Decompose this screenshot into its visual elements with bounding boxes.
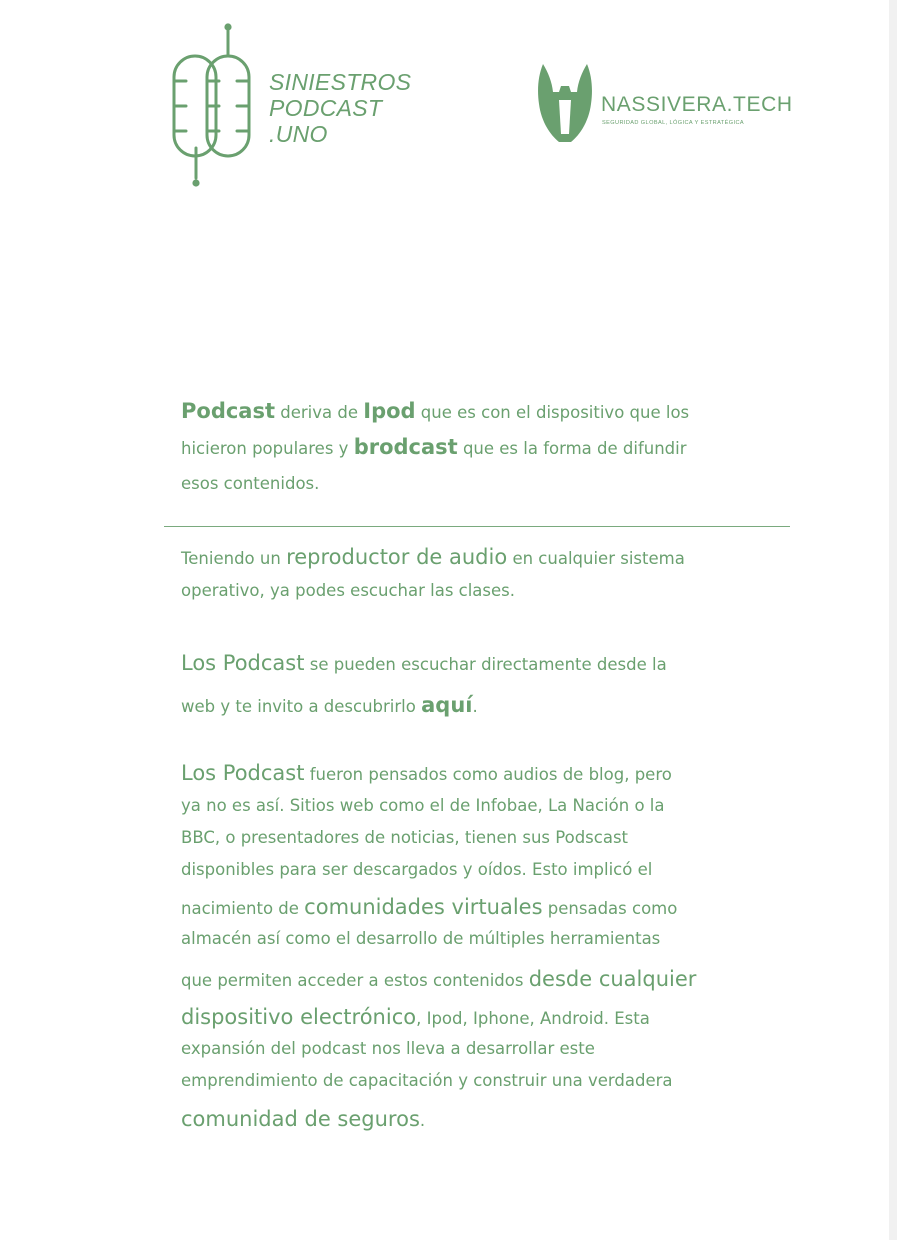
text-line: emprendimiento de capacitación y construir una verdadera <box>181 1071 673 1090</box>
text-line: almacén así como el desarrollo de múltiples herramientas <box>181 929 661 948</box>
keyword-comunidades-virtuales: comunidades virtuales <box>304 895 543 919</box>
keyword-comunidad-de-seguros: comunidad de seguros <box>181 1107 420 1131</box>
text-line: BBC, o presentadores de noticias, tienen sus Podscast <box>181 828 629 847</box>
text-line: comunidad de seguros. <box>181 1107 426 1131</box>
text-line: operativo, ya podes escuchar las clases. <box>181 581 516 600</box>
text-line: disponibles para ser descargados y oídos. Esto implicó el <box>181 860 653 879</box>
web-paragraph <box>181 643 781 727</box>
text-line: Los Podcast fueron pensados como audios de blog, pero <box>181 761 672 785</box>
player-paragraph <box>181 541 781 607</box>
microphone-icon <box>168 20 258 190</box>
text-line: dispositivo electrónico, Ipod, Iphone, Android. Esta <box>181 1005 650 1029</box>
text-line: que permiten acceder a estos contenidos desde cualquier <box>181 967 697 991</box>
text-line: expansión del podcast nos lleva a desarrollar este <box>181 1039 595 1058</box>
text-line: ya no es así. Sitios web como el de Infobae, La Nación o la <box>181 796 665 815</box>
logo-text-line: PODCAST <box>269 95 383 121</box>
keyword-desde-cualquier: desde cualquier <box>528 967 697 991</box>
text-line: nacimiento de comunidades virtuales pensadas como <box>181 895 678 919</box>
aqui-link[interactable]: aquí <box>421 693 473 717</box>
text-line: Podcast deriva de Ipod que es con el dispositivo que los <box>181 399 690 423</box>
nassivera-logo-name: NASSIVERA.TECH <box>601 93 793 116</box>
logo-text-line: SINIESTROS <box>269 69 412 95</box>
text-line: esos contenidos. <box>181 474 320 493</box>
siniestros-logo-text <box>269 69 429 147</box>
history-paragraph <box>181 756 781 1139</box>
intro-paragraph <box>181 394 781 501</box>
text-line: web y te invito a descubrirlo aquí. <box>181 693 478 717</box>
nassivera-logo-tagline: SEGURIDAD GLOBAL, LÓGICA Y ESTRATÉGICA <box>602 120 745 126</box>
keyword-dispositivo-electronico: dispositivo electrónico <box>181 1005 417 1029</box>
keyword-ipod: Ipod <box>363 399 416 423</box>
text-line: hicieron populares y brodcast que es la forma de difundir <box>181 435 687 459</box>
text-line: Los Podcast se pueden escuchar directamente desde la <box>181 651 667 675</box>
keyword-podcast: Podcast <box>181 399 276 423</box>
keyword-los-podcast: Los Podcast <box>181 651 305 675</box>
keyword-los-podcast: Los Podcast <box>181 761 305 785</box>
rabbit-head-icon <box>535 62 595 144</box>
text-line: Teniendo un reproductor de audio en cualquier sistema <box>181 545 685 569</box>
page-edge <box>889 0 897 1240</box>
section-divider <box>164 526 790 527</box>
keyword-brodcast: brodcast <box>353 435 458 459</box>
logo-text-line: .UNO <box>269 121 328 147</box>
keyword-reproductor: reproductor de audio <box>286 545 508 569</box>
